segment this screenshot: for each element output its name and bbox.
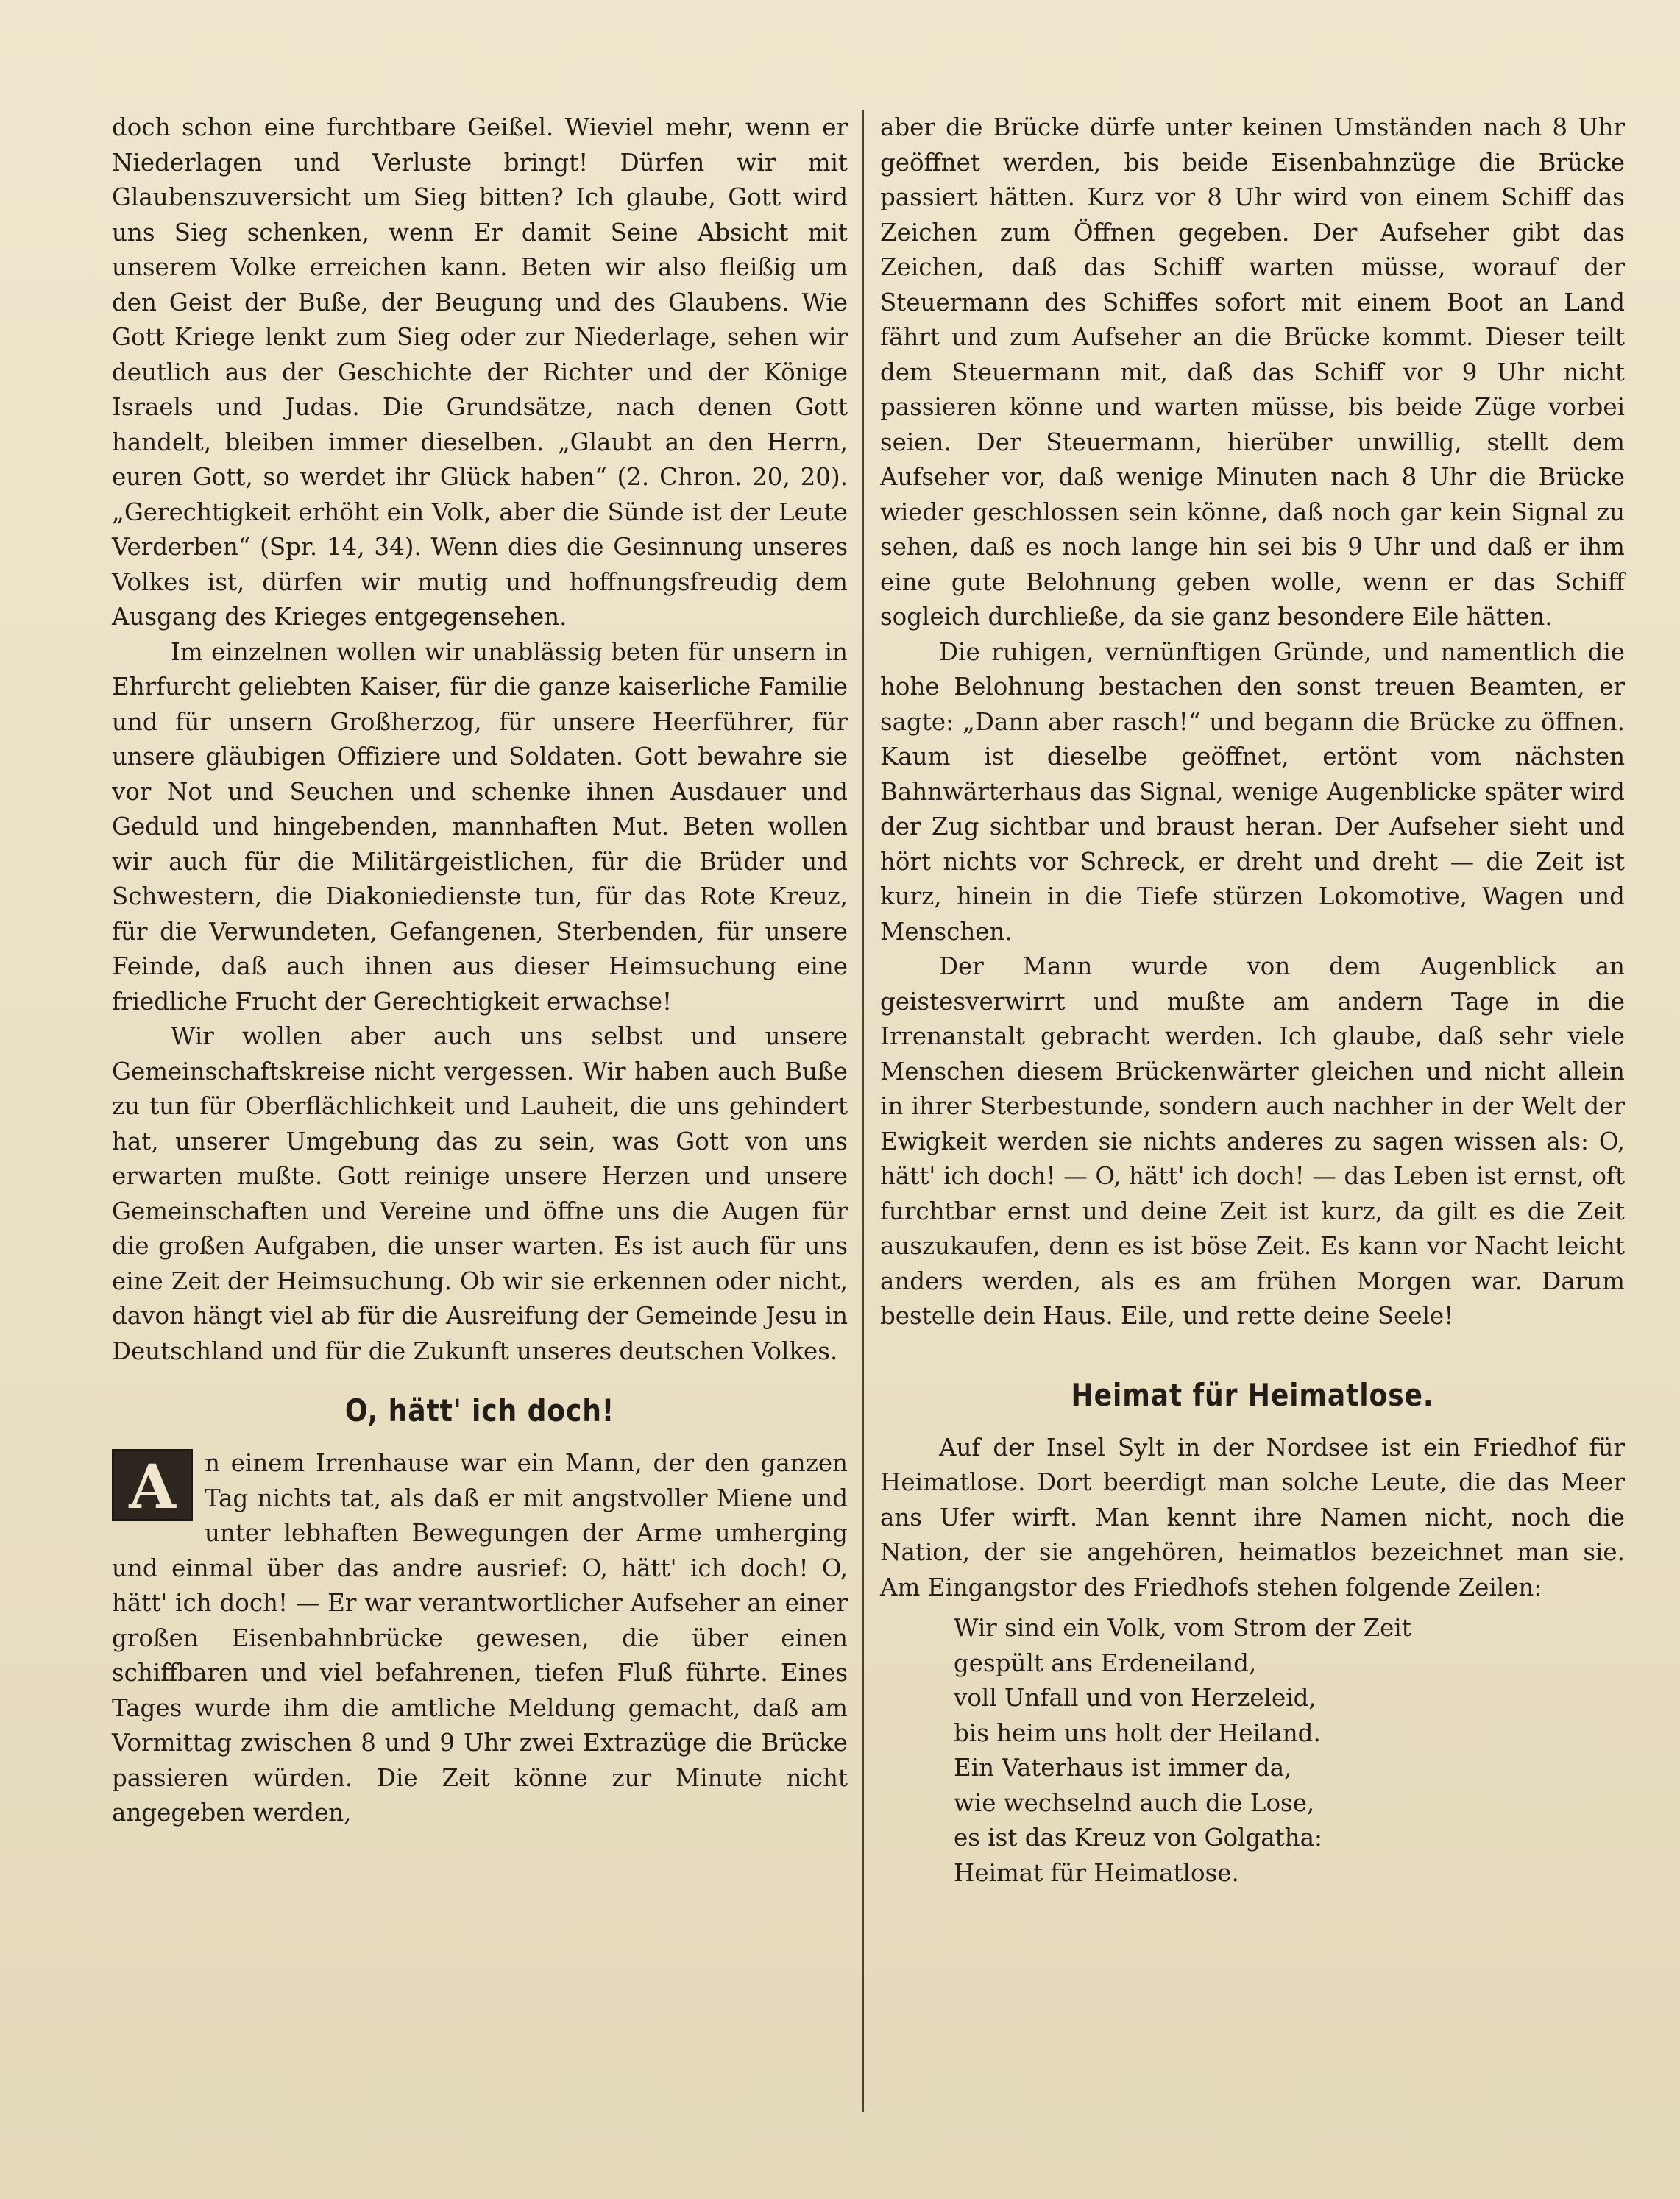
paragraph-moral: Der Mann wurde von dem Augenblick an geistesverwirrt und mußte am andern Tage in die Irrenanstalt gebracht werden. Ich glaube, daß sehr viele Menschen diesem Brückenwärter gleichen und nicht allein in ihrer Sterbestunde, sondern auch nachher in der Welt der Ewigkeit werden sie nichts anderes zu sagen wissen als: O, hätt' ich doch! — O, hätt' ich doch! — das Leben ist ernst, oft furchtbar ernst und deine Zeit ist kurz, da gilt es die Zeit auszukaufen, denn es ist böse Zeit. Es kann vor Nacht leicht anders werden, als es am frühen Morgen war. Darum bestelle dein Haus. Eile, und rette deine Seele! bbox=[880, 952, 1625, 1330]
poem-line: es ist das Kreuz von Golgatha: bbox=[954, 1824, 1322, 1852]
paragraph-war-prayer: doch schon eine furchtbare Geißel. Wieviel mehr, wenn er Niederlagen und Verluste bringt! Dürfen wir mit Glaubenszuversicht um Sieg bitten? Ich glaube, Gott wird uns Sieg schenken, wenn Er damit Seine Absicht mit unserem Volke erreichen kann. Beten wir also fleißig um den Geist der Buße, der Beugung und des Glaubens. Wie Gott Kriege lenkt zum Sieg oder zur Niederlage, sehen wir deutlich aus der Geschichte der Richter und der Könige Israels und Judas. Die Grundsätze, nach denen Gott handelt, bleiben immer dieselben. „Glaubt an den Herrn, euren Gott, so werdet ihr Glück haben“ (2. Chron. 20, 20). „Gerechtigkeit erhöht ein Volk, aber die Sünde ist der Leute Verderben“ (Spr. 14, 34). Wenn dies die Gesinnung unseres Volkes ist, dürfen wir mutig und hoffnungsfreudig dem Ausgang des Krieges entgegensehen. bbox=[112, 113, 848, 631]
paragraph-bridge-story-continued: aber die Brücke dürfe unter keinen Umständen nach 8 Uhr geöffnet werden, bis beide Eisenbahnzüge die Brücke passiert hätten. Kurz vor 8 Uhr wird von einem Schiff das Zeichen zum Öffnen gegeben. Der Aufseher gibt das Zeichen, daß das Schiff warten müsse, worauf der Steuermann des Schiffes sofort mit einem Boot an Land fährt und zum Aufseher an die Brücke kommt. Dieser teilt dem Steuermann mit, daß das Schiff vor 9 Uhr nicht passieren könne und warten müsse, bis beide Züge vorbei seien. Der Steuermann, hierüber unwillig, stellt dem Aufseher vor, daß wenige Minuten nach 8 Uhr die Brücke wieder geschlossen sein könne, daß noch gar kein Signal zu sehen, daß es noch lange hin sei bis 9 Uhr und daß er ihm eine gute Belohnung geben wolle, wenn er das Schiff sogleich durchließe, da sie ganz besondere Eile hätten. bbox=[880, 113, 1625, 631]
paragraph-intercession: Im einzelnen wollen wir unablässig beten für unsern in Ehrfurcht geliebten Kaiser, für die ganze kaiserliche Familie und für unsern Großherzog, für unsere Heerführer, für unsere gläubigen Offiziere und Soldaten. Gott bewahre sie vor Not und Seuchen und schenke ihnen Ausdauer und Geduld und hingebenden, mannhaften Mut. Beten wollen wir auch für die Militärgeistlichen, für die Brüder und Schwestern, die Diakoniedienste tun, für das Rote Kreuz, für die Verwundeten, Gefangenen, Sterbenden, für unsere Feinde, daß auch ihnen aus dieser Heimsuchung eine friedliche Frucht der Gerechtigkeit erwachse! bbox=[112, 637, 848, 1016]
paragraph-bridge-disaster: Die ruhigen, vernünftigen Gründe, und namentlich die hohe Belohnung bestachen den sonst treuen Beamten, er sagte: „Dann aber rasch!“ und begann die Brücke zu öffnen. Kaum ist dieselbe geöffnet, ertönt vom nächsten Bahnwärterhaus das Signal, wenige Augenblicke später wird der Zug sichtbar und braust heran. Der Aufseher sieht und hört nichts vor Schreck, er dreht und dreht — die Zeit ist kurz, hinein in die Tiefe stürzen Lokomotive, Wagen und Menschen. bbox=[880, 637, 1625, 946]
poem-line: wie wechselnd auch die Lose, bbox=[954, 1788, 1315, 1817]
paragraph-bridge-story: n einem Irrenhause war ein Mann, der den ganzen Tag nichts tat, als daß er mit angstvoller Miene und unter lebhaften Bewegungen der Arme umherging und einmal über das andre ausrief: O, hätt' ich doch! O, hätt' ich doch! — Er war verantwortlicher Aufseher an einer großen Eisenbahnbrücke gewesen, die über einen schiffbaren und viel befahrenen, tiefen Fluß führte. Eines Tages wurde ihm die amtliche Meldung gemacht, daß am Vormittag zwischen 8 und 9 Uhr zwei Extrazüge die Brücke passieren würden. Die Zeit könne zur Minute nicht angegeben werden, bbox=[112, 1449, 848, 1827]
poem-line: gespült ans Erdeneiland, bbox=[954, 1649, 1257, 1677]
poem-line: bis heim uns holt der Heiland. bbox=[954, 1718, 1321, 1747]
article-title-o-haett-ich-doch: O, hätt' ich doch! bbox=[344, 1392, 615, 1428]
right-column bbox=[880, 110, 1625, 1891]
article-title-heimat: Heimat für Heimatlose. bbox=[1071, 1376, 1434, 1413]
left-column bbox=[112, 110, 848, 1831]
poem-line: Ein Vaterhaus ist immer da, bbox=[954, 1754, 1292, 1782]
paragraph-self-examination: Wir wollen aber auch uns selbst und unsere Gemeinschaftskreise nicht vergessen. Wir haben auch Buße zu tun für Oberflächlichkeit und Lauheit, die uns gehindert hat, unserer Umgebung das zu sein, was Gott von uns erwarten mußte. Gott reinige unsere Herzen und unsere Gemeinschaften und Vereine und öffne uns die Augen für die großen Aufgaben, die unser warten. Es ist auch für uns eine Zeit der Heimsuchung. Ob wir sie erkennen oder nicht, davon hängt viel ab für die Ausreifung der Gemeinde Jesu in Deutschland und für die Zukunft unseres deutschen Volkes. bbox=[112, 1022, 848, 1365]
article-o-haett-ich-doch bbox=[112, 1446, 848, 1831]
poem-line: Wir sind ein Volk, vom Strom der Zeit bbox=[954, 1614, 1411, 1642]
poem-line: voll Unfall und von Herzeleid, bbox=[954, 1684, 1316, 1712]
paragraph-sylt-cemetery: Auf der Insel Sylt in der Nordsee ist ein Friedhof für Heimatlose. Dort beerdigt man solche Leute, die das Meer ans Ufer wirft. Man kennt ihre Namen nicht, noch die Nation, der sie angehören, heimatlos bezeichnet man sie. Am Eingangstor des Friedhofs stehen folgende Zeilen: bbox=[880, 1433, 1625, 1601]
poem-line: Heimat für Heimatlose. bbox=[954, 1858, 1239, 1887]
column-divider bbox=[862, 110, 864, 2112]
inscription-poem bbox=[954, 1611, 1625, 1891]
dropcap-letter: A bbox=[112, 1449, 193, 1521]
